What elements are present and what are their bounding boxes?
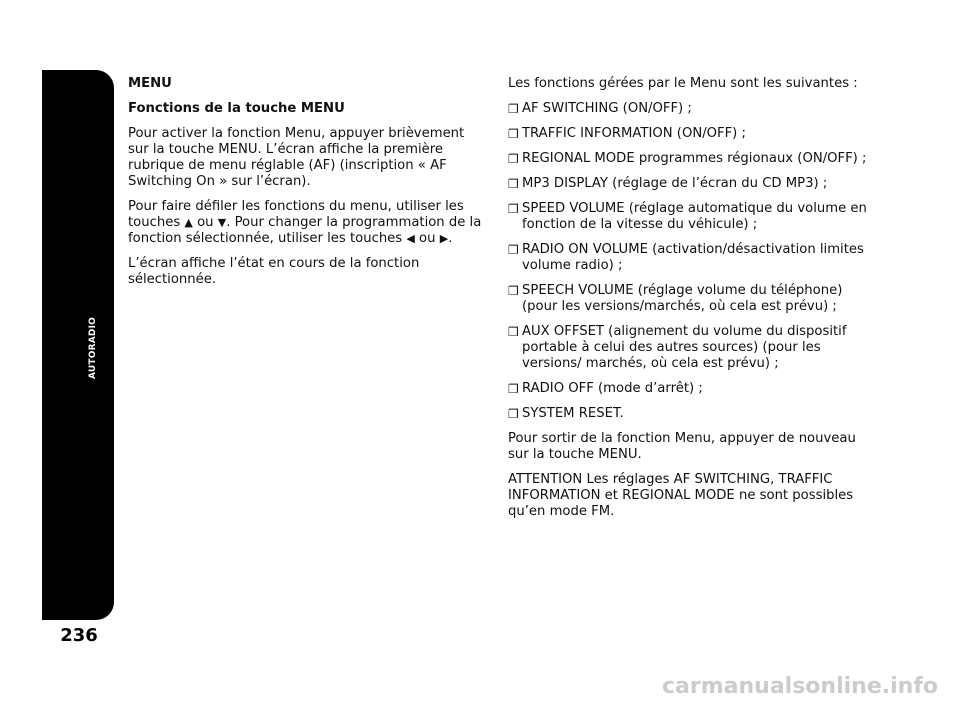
- list-item-text: RADIO OFF (mode d’arrêt) ;: [522, 381, 703, 396]
- checkbox-bullet-icon: ❒: [508, 325, 519, 339]
- checkbox-bullet-icon: ❒: [508, 102, 519, 116]
- checkbox-bullet-icon: ❒: [508, 284, 519, 298]
- functions-intro: Les fonctions gérées par le Menu sont les suivantes :: [508, 76, 858, 91]
- scroll-text-ou1: ou: [197, 215, 214, 230]
- list-item: [508, 126, 868, 142]
- paragraph-status: L’écran affiche l’état en cours de la fonction sélectionnée.: [128, 256, 420, 287]
- checkbox-bullet-icon: ❒: [508, 127, 519, 141]
- checkbox-bullet-icon: ❒: [508, 202, 519, 216]
- list-item-text: SYSTEM RESET.: [522, 406, 624, 421]
- list-item: [508, 406, 868, 422]
- scroll-text-end: .: [448, 231, 453, 246]
- subsection-title: Fonctions de la touche MENU: [128, 101, 345, 116]
- left-column: [128, 76, 488, 297]
- checkbox-bullet-icon: ❒: [508, 152, 519, 166]
- list-item-text: MP3 DISPLAY (réglage de l’écran du CD MP3) ;: [522, 176, 828, 191]
- list-item-text: REGIONAL MODE programmes régionaux (ON/OFF) ;: [522, 151, 867, 166]
- list-item: [508, 201, 868, 233]
- list-item: [508, 324, 868, 372]
- checkbox-bullet-icon: ❒: [508, 243, 519, 257]
- paragraph-exit: Pour sortir de la fonction Menu, appuyer de nouveau sur la touche MENU.: [508, 431, 856, 462]
- arrow-right-icon: ▶: [439, 232, 449, 245]
- list-item-text: SPEECH VOLUME (réglage volume du téléphone) (pour les versions/marchés, où cela est prévu) ;: [522, 283, 843, 314]
- list-item-text: AF SWITCHING (ON/OFF) ;: [522, 101, 692, 116]
- paragraph-attention: ATTENTION Les réglages AF SWITCHING, TRAFFIC INFORMATION et REGIONAL MODE ne sont possibles qu’en mode FM.: [508, 472, 854, 519]
- page-number: 236: [60, 625, 98, 646]
- list-item: [508, 242, 868, 274]
- list-item: [508, 381, 868, 397]
- list-item: [508, 176, 868, 192]
- paragraph-scroll: [128, 199, 488, 247]
- list-item: [508, 101, 868, 117]
- arrow-left-icon: ◀: [406, 232, 415, 245]
- list-item-text: SPEED VOLUME (réglage automatique du volume en fonction de la vitesse du véhicule) ;: [522, 201, 867, 232]
- checkbox-bullet-icon: ❒: [508, 177, 519, 191]
- arrow-up-icon: ▲: [184, 216, 193, 229]
- list-item-text: AUX OFFSET (alignement du volume du dispositif portable à celui des autres sources) (pour les versions/ marchés, où cela est prévu) ;: [522, 324, 847, 371]
- watermark: carmanualsonline.info: [662, 674, 938, 699]
- checkbox-bullet-icon: ❒: [508, 382, 519, 396]
- right-column: [508, 76, 868, 529]
- scroll-text-ou2: ou: [419, 231, 436, 246]
- arrow-down-icon: ▼: [217, 216, 227, 229]
- section-label: AUTORADIO: [88, 317, 98, 379]
- paragraph-activate: Pour activer la fonction Menu, appuyer brièvement sur la touche MENU. L’écran affiche la première rubrique de menu réglable (AF) (inscription « AF Switching On » sur l’écran).: [128, 126, 465, 189]
- section-title: MENU: [128, 76, 172, 91]
- list-item: [508, 151, 868, 167]
- list-item-text: TRAFFIC INFORMATION (ON/OFF) ;: [522, 126, 746, 141]
- checkbox-bullet-icon: ❒: [508, 407, 519, 421]
- list-item: [508, 283, 868, 315]
- scroll-text-b: . Pour changer la programmation de la fonction sélectionnée, utiliser les touches: [128, 215, 482, 246]
- list-item-text: RADIO ON VOLUME (activation/désactivation limites volume radio) ;: [522, 242, 864, 273]
- sidebar-tab: [42, 70, 114, 620]
- scroll-text-a: Pour faire défiler les fonctions du menu, utiliser les touches: [128, 199, 464, 230]
